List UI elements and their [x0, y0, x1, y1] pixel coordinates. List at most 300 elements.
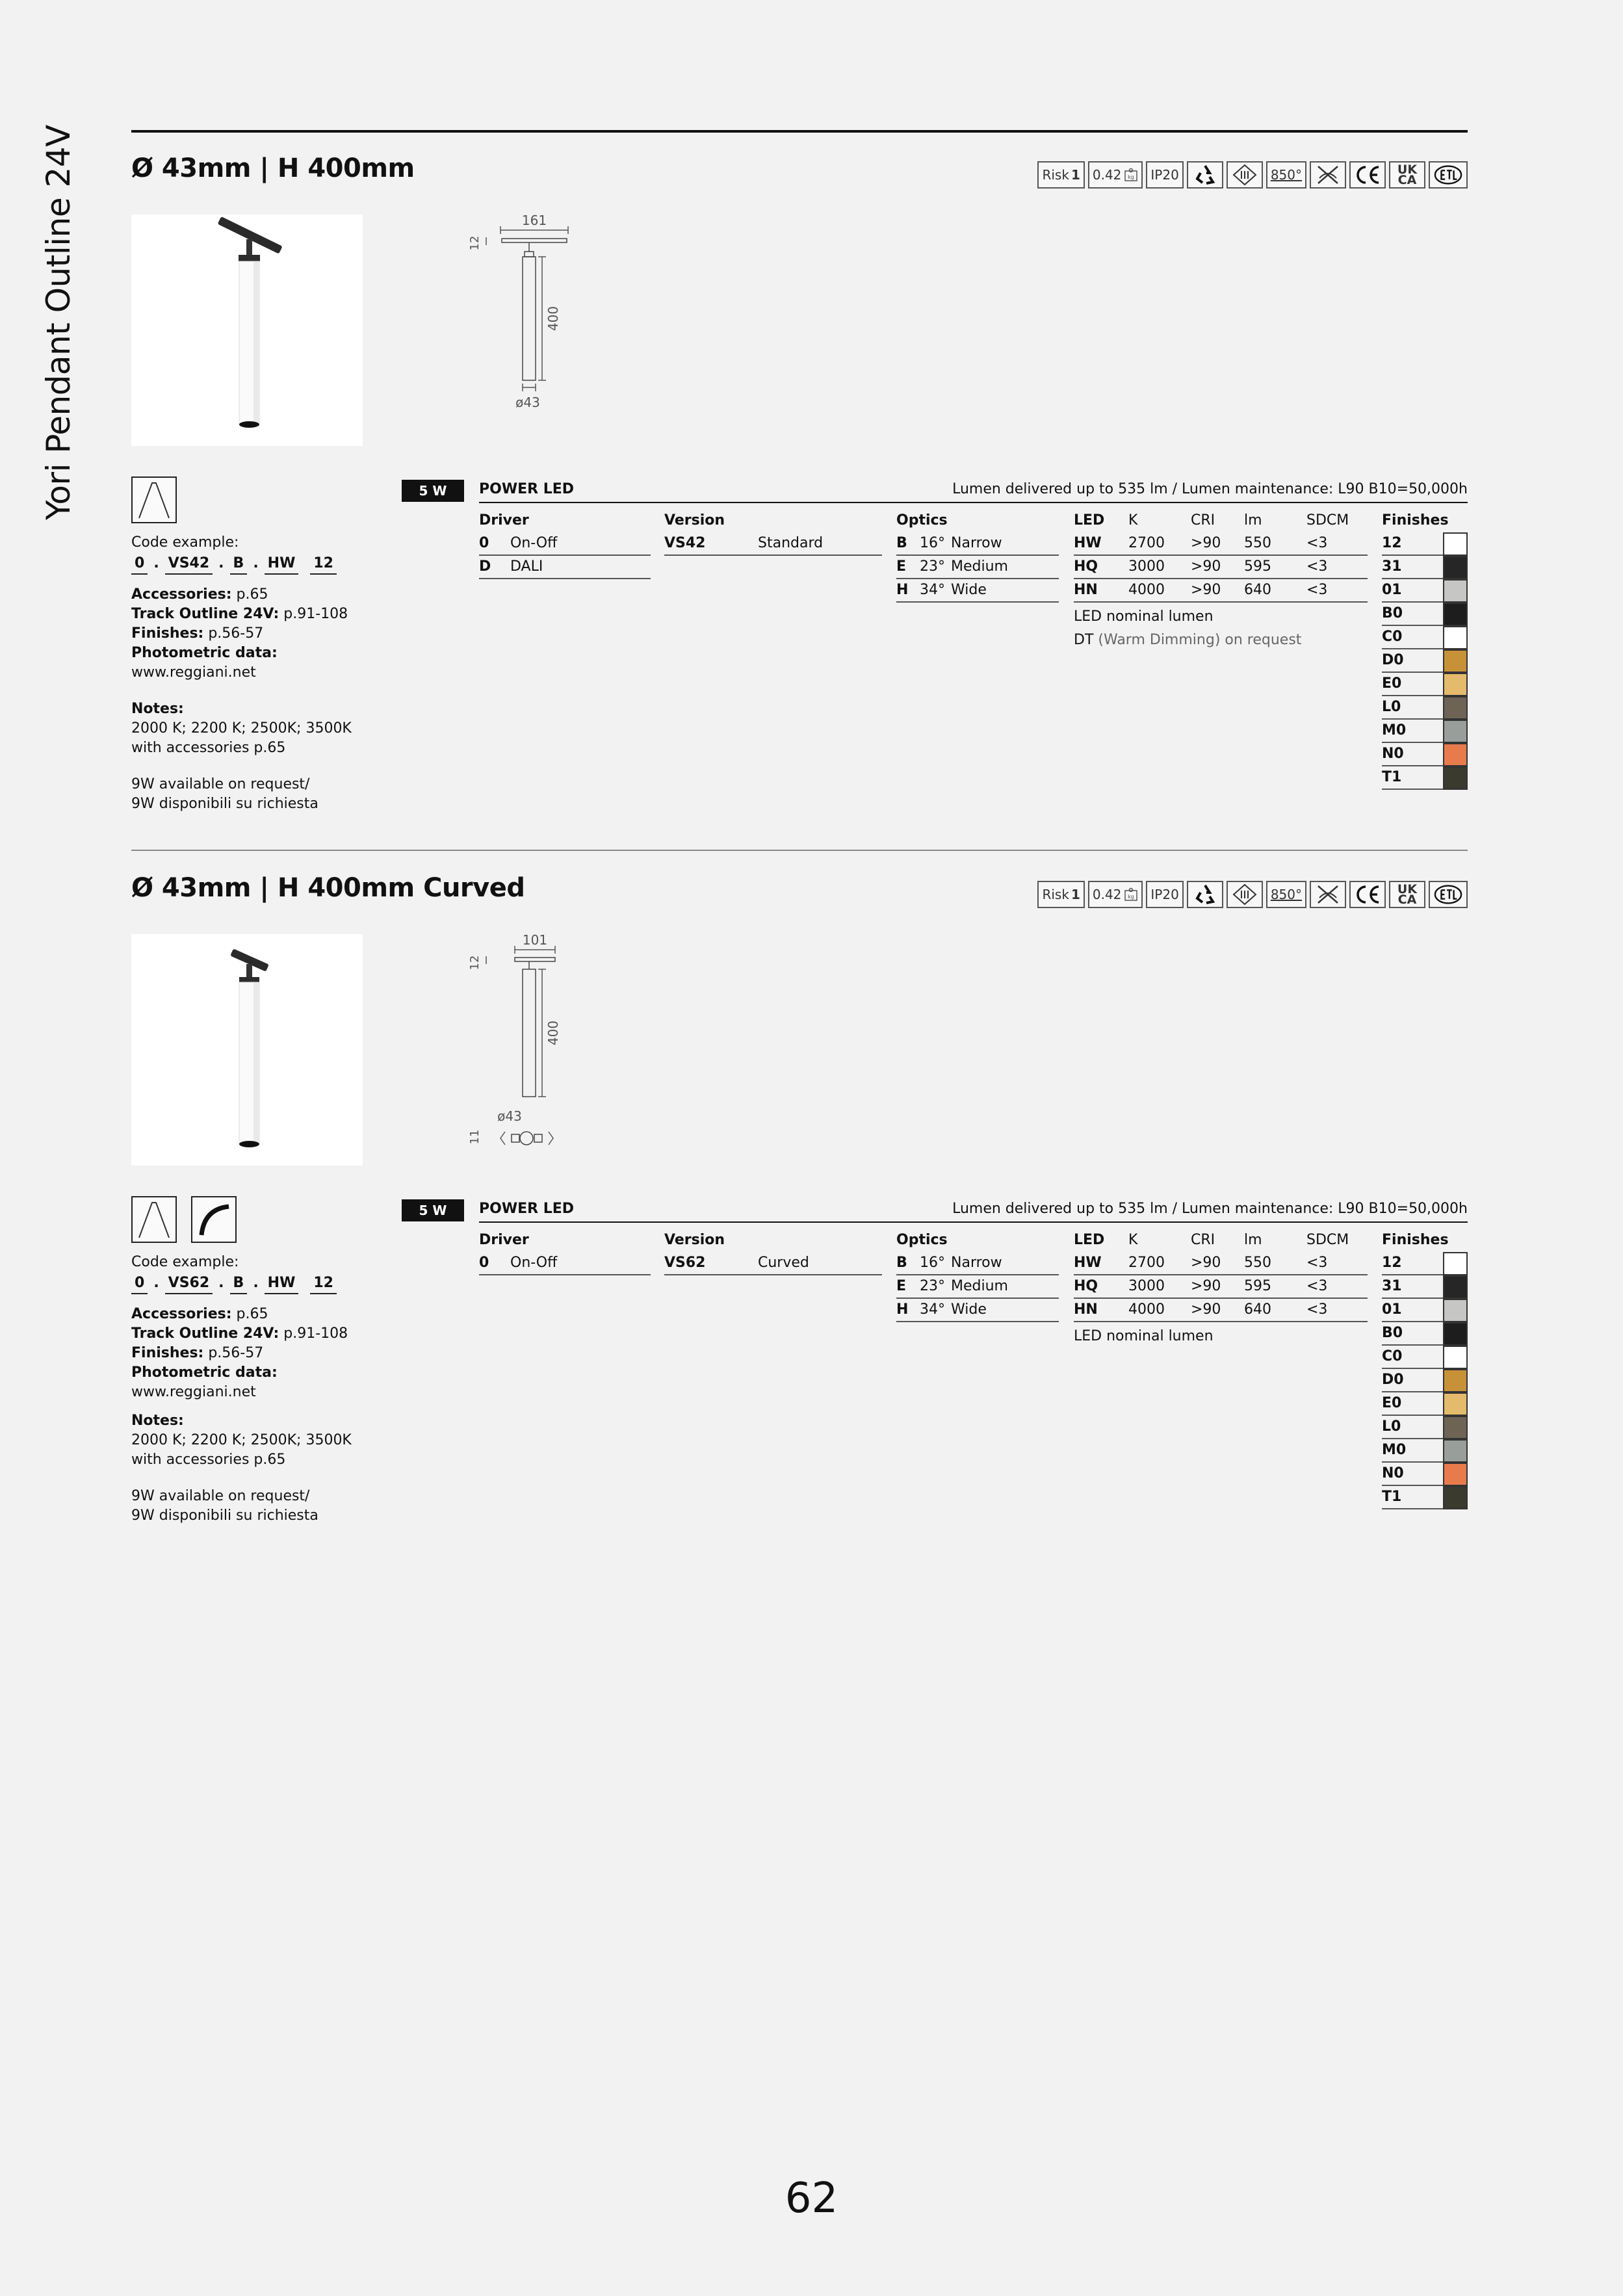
finish-swatch: [1443, 766, 1468, 790]
lm-header: lm: [1244, 1232, 1262, 1248]
finishes-header: Finishes: [1382, 1232, 1449, 1248]
optics-row: [896, 1275, 1059, 1299]
risk-badge: [1037, 881, 1084, 908]
finish-swatch: [1443, 579, 1468, 603]
driver-column: [479, 509, 651, 579]
class3-badge: [1227, 881, 1263, 908]
etl-icon: [1433, 164, 1463, 186]
led-sdcm: <3: [1306, 1301, 1328, 1318]
finish-swatch: [1443, 1299, 1468, 1322]
k-header: K: [1128, 512, 1138, 528]
driver-header: Driver: [479, 1232, 529, 1248]
optics-row: [896, 556, 1059, 579]
finish-row: [1382, 1392, 1468, 1416]
optics-angle: 34°: [920, 1301, 945, 1318]
section-title: Ø 43mm | H 400mm: [131, 153, 415, 183]
code-version: VS42: [165, 554, 213, 575]
ukca-badge: [1389, 881, 1425, 908]
finish-code: 12: [1382, 1255, 1402, 1271]
optics-code: E: [896, 1278, 907, 1294]
no-cover-badge: [1310, 881, 1346, 908]
notes-line: 2000 K; 2200 K; 2500K; 3500K: [131, 1432, 352, 1448]
code-example-label: Code example:: [131, 1254, 239, 1270]
led-nominal-note: LED nominal lumen: [1074, 608, 1214, 625]
version-code: VS42: [664, 535, 706, 551]
recycle-icon: [1193, 164, 1217, 186]
code-optics: B: [230, 1273, 248, 1294]
ce-badge: [1349, 161, 1386, 189]
dim-small-label: 12: [469, 955, 482, 971]
driver-column: [479, 1229, 651, 1275]
accessories-value: p.65: [236, 1306, 268, 1322]
finish-code: C0: [1382, 1348, 1403, 1364]
curved-arm-icon: [191, 1196, 237, 1243]
optics-column: [896, 1229, 1059, 1322]
finish-row: [1382, 1463, 1468, 1486]
optics-name: Narrow: [951, 535, 1002, 551]
etl-badge: [1429, 161, 1468, 189]
finish-code: E0: [1382, 1395, 1402, 1411]
optics-row: [896, 579, 1059, 603]
code-driver: 0: [131, 554, 148, 575]
version-name: Curved: [758, 1255, 809, 1271]
finish-row: [1382, 673, 1468, 696]
product-photo: [131, 215, 363, 446]
dim-diameter-label: ø43: [515, 395, 540, 410]
ip-badge: IP20: [1146, 161, 1183, 189]
wattage-chip: 5 W: [402, 480, 464, 502]
dt-code: DT: [1074, 632, 1094, 648]
driver-row: [479, 1252, 651, 1275]
led-code: HN: [1074, 582, 1098, 598]
finish-code: 12: [1382, 535, 1402, 551]
led-k: 3000: [1128, 1278, 1165, 1294]
request-line: 9W available on request/: [131, 1488, 310, 1504]
finish-code: D0: [1382, 1372, 1404, 1388]
photometric-label: Photometric data:: [131, 1364, 278, 1381]
cri-header: CRI: [1191, 512, 1215, 528]
track-value: p.91-108: [283, 1325, 348, 1342]
pendant-lamp-curved-image: [131, 934, 363, 1166]
beam-icons: [131, 476, 177, 523]
code-finish: 12: [310, 1273, 337, 1294]
led-header: LED: [1074, 1232, 1105, 1248]
notes-label: Notes:: [131, 701, 184, 717]
optics-header: Optics: [896, 512, 948, 528]
beam-shape-icon: [131, 1196, 177, 1243]
finish-code: B0: [1382, 605, 1403, 621]
risk-label: Risk: [1042, 887, 1069, 902]
finish-row: [1382, 1322, 1468, 1346]
optics-angle: 23°: [920, 558, 945, 575]
kg-icon: [1124, 168, 1138, 182]
ukca-text: UK CA: [1397, 163, 1418, 187]
certification-badges: [1037, 161, 1468, 189]
temperature-badge: [1266, 881, 1306, 908]
finish-swatch: [1443, 673, 1468, 696]
recycle-icon: [1193, 883, 1217, 906]
led-lm: 595: [1244, 558, 1271, 575]
lm-header: lm: [1244, 512, 1262, 528]
version-header: Version: [664, 512, 725, 528]
ce-badge: [1349, 881, 1386, 908]
etl-icon: [1433, 883, 1463, 906]
driver-name: DALI: [510, 558, 543, 575]
optics-name: Medium: [951, 558, 1008, 575]
led-lm: 550: [1244, 1255, 1271, 1271]
led-header: LED: [1074, 512, 1105, 528]
optics-row: [896, 532, 1059, 556]
driver-code: 0: [479, 1255, 489, 1271]
finish-swatch: [1443, 1392, 1468, 1416]
optics-row: [896, 1299, 1059, 1322]
section-rule: [131, 130, 1468, 133]
led-sdcm: <3: [1306, 535, 1328, 551]
led-lm: 550: [1244, 535, 1271, 551]
ce-icon: [1354, 884, 1381, 905]
optics-name: Wide: [951, 1301, 987, 1318]
finish-code: M0: [1382, 1442, 1407, 1458]
led-code: HW: [1074, 535, 1102, 551]
track-label: Track Outline 24V:: [131, 606, 279, 622]
svg-text:kg: kg: [1128, 174, 1135, 180]
version-column: [664, 509, 882, 556]
led-row: [1074, 1275, 1368, 1299]
version-column: [664, 1229, 882, 1275]
led-cri: >90: [1191, 1278, 1221, 1294]
driver-row: [479, 556, 651, 579]
finish-row: [1382, 743, 1468, 766]
optics-angle: 16°: [920, 1255, 945, 1271]
optics-angle: 16°: [920, 535, 945, 551]
no-cover-icon: [1316, 883, 1340, 906]
led-lm: 640: [1244, 1301, 1271, 1318]
driver-name: On-Off: [510, 535, 558, 551]
band-rule: [479, 1221, 1468, 1223]
dt-text: (Warm Dimming) on request: [1098, 632, 1302, 648]
finish-row: [1382, 579, 1468, 603]
led-code: HQ: [1074, 1278, 1098, 1294]
dim-small-label: 12: [469, 235, 482, 251]
code-version: VS62: [165, 1273, 213, 1294]
finish-swatch: [1443, 720, 1468, 743]
finish-swatch: [1443, 626, 1468, 649]
finish-row: [1382, 766, 1468, 790]
finish-swatch: [1443, 1346, 1468, 1369]
certification-badges: [1037, 881, 1468, 908]
temperature-badge: [1266, 161, 1306, 189]
band-rule: [479, 502, 1468, 503]
version-code: VS62: [664, 1255, 706, 1271]
weight-badge: [1088, 161, 1143, 189]
optics-code: H: [896, 1301, 909, 1318]
finish-row: [1382, 720, 1468, 743]
pendant-lamp-image: [131, 215, 363, 446]
finish-swatch: [1443, 556, 1468, 579]
version-row: [664, 1252, 882, 1275]
optics-column: [896, 509, 1059, 603]
led-cri: >90: [1191, 558, 1221, 575]
finish-code: 01: [1382, 582, 1402, 598]
cri-header: CRI: [1191, 1232, 1215, 1248]
optics-code: B: [896, 535, 907, 551]
section-rule: [131, 850, 1468, 851]
optics-code: B: [896, 1255, 907, 1271]
finish-code: N0: [1382, 746, 1404, 762]
notes-line: with accessories p.65: [131, 740, 286, 756]
finish-code: T1: [1382, 1489, 1402, 1505]
ce-icon: [1354, 164, 1381, 185]
technical-drawing: [469, 929, 612, 1163]
finish-row: [1382, 649, 1468, 673]
led-code: HN: [1074, 1301, 1098, 1318]
track-label: Track Outline 24V:: [131, 1325, 279, 1342]
temperature-value: 850°: [1270, 167, 1302, 183]
finish-row: [1382, 1275, 1468, 1299]
section-title: Ø 43mm | H 400mm Curved: [131, 873, 525, 903]
risk-value: 1: [1071, 167, 1080, 183]
finish-swatch: [1443, 532, 1468, 556]
accessories-value: p.65: [236, 586, 268, 603]
finish-row: [1382, 1486, 1468, 1509]
accessories-label: Accessories:: [131, 1306, 232, 1322]
led-cri: >90: [1191, 1301, 1221, 1318]
dim-diameter-label: ø43: [497, 1108, 522, 1124]
sdcm-header: SDCM: [1306, 512, 1349, 528]
finish-code: 31: [1382, 1278, 1402, 1294]
led-k: 2700: [1128, 1255, 1165, 1271]
power-led-label: POWER LED: [479, 1201, 575, 1217]
led-k: 4000: [1128, 582, 1165, 598]
finish-code: T1: [1382, 769, 1402, 785]
class-three-icon: [1232, 883, 1257, 906]
led-k: 2700: [1128, 535, 1165, 551]
finish-row: [1382, 696, 1468, 720]
request-line: 9W available on request/: [131, 776, 310, 792]
finish-code: N0: [1382, 1465, 1404, 1481]
finish-row: [1382, 556, 1468, 579]
driver-row: [479, 532, 651, 556]
finishes-label: Finishes:: [131, 625, 204, 642]
led-k: 3000: [1128, 558, 1165, 575]
optics-header: Optics: [896, 1232, 948, 1248]
finish-swatch: [1443, 1416, 1468, 1439]
page-number: 62: [785, 2174, 838, 2223]
finishes-value: p.56-57: [208, 625, 264, 642]
beam-shape-icon: [131, 476, 177, 523]
accessories-label: Accessories:: [131, 586, 232, 603]
code-optics: B: [230, 554, 248, 575]
code-example: 0 . VS62 . B . HW 12: [131, 1273, 365, 1294]
finish-row: [1382, 603, 1468, 626]
finish-swatch: [1443, 649, 1468, 673]
finish-swatch: [1443, 1463, 1468, 1486]
finish-swatch: [1443, 1369, 1468, 1392]
finish-code: L0: [1382, 699, 1401, 715]
finish-swatch: [1443, 1275, 1468, 1299]
finish-code: D0: [1382, 652, 1404, 668]
dim-height-label: 400: [545, 1020, 561, 1046]
finishes-value: p.56-57: [208, 1345, 264, 1361]
class-three-icon: [1232, 164, 1257, 186]
led-column: [1074, 509, 1368, 652]
dt-note: [1074, 629, 1368, 652]
class3-badge: [1227, 161, 1263, 189]
optics-name: Medium: [951, 1278, 1008, 1294]
finish-code: 31: [1382, 558, 1402, 575]
risk-badge: [1037, 161, 1084, 189]
risk-value: 1: [1071, 887, 1080, 902]
notes-line: 2000 K; 2200 K; 2500K; 3500K: [131, 720, 352, 737]
request-line: 9W disponibili su richiesta: [131, 796, 318, 812]
product-section-curved: [131, 850, 1468, 1570]
finish-row: [1382, 626, 1468, 649]
led-k: 4000: [1128, 1301, 1165, 1318]
product-info: [131, 533, 365, 814]
ukca-text: UK CA: [1397, 882, 1418, 907]
code-led: HW: [265, 554, 299, 575]
etl-badge: [1429, 881, 1468, 908]
led-row: [1074, 556, 1368, 579]
finish-code: C0: [1382, 629, 1403, 645]
kg-icon: [1124, 887, 1138, 902]
finish-row: [1382, 1252, 1468, 1275]
weight-badge: [1088, 881, 1143, 908]
side-title: Yori Pendant Outline 24V: [40, 125, 77, 520]
notes-line: with accessories p.65: [131, 1452, 286, 1468]
finish-row: [1382, 1439, 1468, 1463]
finish-swatch: [1443, 696, 1468, 720]
optics-row: [896, 1252, 1059, 1275]
temperature-value: 850°: [1270, 887, 1302, 902]
recycle-badge: [1187, 161, 1223, 189]
finish-swatch: [1443, 1252, 1468, 1275]
led-cri: >90: [1191, 535, 1221, 551]
finish-code: E0: [1382, 675, 1402, 692]
product-section-standard: [131, 130, 1468, 850]
optics-angle: 34°: [920, 582, 945, 598]
led-code: HQ: [1074, 558, 1098, 575]
weight-value: 0.42: [1092, 167, 1122, 183]
finishes-header: Finishes: [1382, 512, 1449, 528]
beam-icons: [131, 1196, 237, 1243]
dim-height-label: 400: [545, 306, 561, 332]
version-name: Standard: [758, 535, 824, 551]
finish-swatch: [1443, 743, 1468, 766]
product-info: [131, 1253, 365, 1526]
dim-bottom-label: 11: [469, 1129, 482, 1145]
led-row: [1074, 1299, 1368, 1322]
weight-value: 0.42: [1092, 887, 1122, 902]
photometric-label: Photometric data:: [131, 645, 278, 661]
lumen-info: Lumen delivered up to 535 lm / Lumen maintenance: L90 B10=50,000h: [952, 481, 1468, 497]
finishes-column: [1382, 1229, 1468, 1509]
driver-name: On-Off: [510, 1255, 558, 1271]
optics-code: E: [896, 558, 907, 575]
version-row: [664, 532, 882, 556]
request-line: 9W disponibili su richiesta: [131, 1507, 318, 1524]
finish-swatch: [1443, 1439, 1468, 1463]
power-led-label: POWER LED: [479, 481, 575, 497]
dim-width-label: 101: [522, 932, 548, 948]
optics-angle: 23°: [920, 1278, 945, 1294]
finish-code: 01: [1382, 1301, 1402, 1318]
optics-code: H: [896, 582, 909, 598]
svg-text:kg: kg: [1128, 894, 1135, 900]
finish-code: L0: [1382, 1418, 1401, 1435]
finish-row: [1382, 1369, 1468, 1392]
finishes-column: [1382, 509, 1468, 790]
led-sdcm: <3: [1306, 558, 1328, 575]
dimension-drawing: [469, 929, 612, 1163]
finish-code: B0: [1382, 1325, 1403, 1341]
no-cover-icon: [1316, 164, 1340, 186]
finish-code: M0: [1382, 722, 1407, 738]
optics-name: Narrow: [951, 1255, 1002, 1271]
sdcm-header: SDCM: [1306, 1232, 1349, 1248]
led-row: [1074, 579, 1368, 603]
code-example: 0 . VS42 . B . HW 12: [131, 554, 365, 575]
finish-row: [1382, 1346, 1468, 1369]
finishes-list: [1382, 532, 1468, 790]
track-value: p.91-108: [283, 606, 348, 622]
code-driver: 0: [131, 1273, 148, 1294]
driver-code: 0: [479, 535, 489, 551]
led-code: HW: [1074, 1255, 1102, 1271]
led-sdcm: <3: [1306, 1255, 1328, 1271]
optics-name: Wide: [951, 582, 987, 598]
finish-swatch: [1443, 1322, 1468, 1346]
led-column: [1074, 1229, 1368, 1348]
k-header: K: [1128, 1232, 1138, 1248]
version-header: Version: [664, 1232, 725, 1248]
led-sdcm: <3: [1306, 582, 1328, 598]
dimension-drawing: [469, 209, 612, 430]
led-cri: >90: [1191, 582, 1221, 598]
code-example-label: Code example:: [131, 534, 239, 551]
ukca-badge: [1389, 161, 1425, 189]
website-link[interactable]: www.reggiani.net: [131, 1384, 256, 1400]
website-link[interactable]: www.reggiani.net: [131, 664, 256, 681]
led-nominal-note: LED nominal lumen: [1074, 1328, 1214, 1344]
product-photo: [131, 934, 363, 1166]
led-lm: 640: [1244, 582, 1271, 598]
led-row: [1074, 532, 1368, 556]
finish-row: [1382, 1416, 1468, 1439]
ip-badge: IP20: [1146, 881, 1183, 908]
notes-label: Notes:: [131, 1413, 184, 1429]
driver-header: Driver: [479, 512, 529, 528]
code-led: HW: [265, 1273, 299, 1294]
risk-label: Risk: [1042, 167, 1069, 183]
finish-swatch: [1443, 603, 1468, 626]
wattage-chip: 5 W: [402, 1199, 464, 1221]
finishes-label: Finishes:: [131, 1345, 204, 1361]
dim-width-label: 161: [521, 213, 547, 228]
led-lm: 595: [1244, 1278, 1271, 1294]
no-cover-badge: [1310, 161, 1346, 189]
finishes-list: [1382, 1252, 1468, 1509]
led-cri: >90: [1191, 1255, 1221, 1271]
led-row: [1074, 1252, 1368, 1275]
recycle-badge: [1187, 881, 1223, 908]
finish-row: [1382, 1299, 1468, 1322]
technical-drawing: [469, 209, 612, 430]
led-sdcm: <3: [1306, 1278, 1328, 1294]
lumen-info: Lumen delivered up to 535 lm / Lumen maintenance: L90 B10=50,000h: [952, 1201, 1468, 1217]
driver-code: D: [479, 558, 491, 575]
finish-row: [1382, 532, 1468, 556]
